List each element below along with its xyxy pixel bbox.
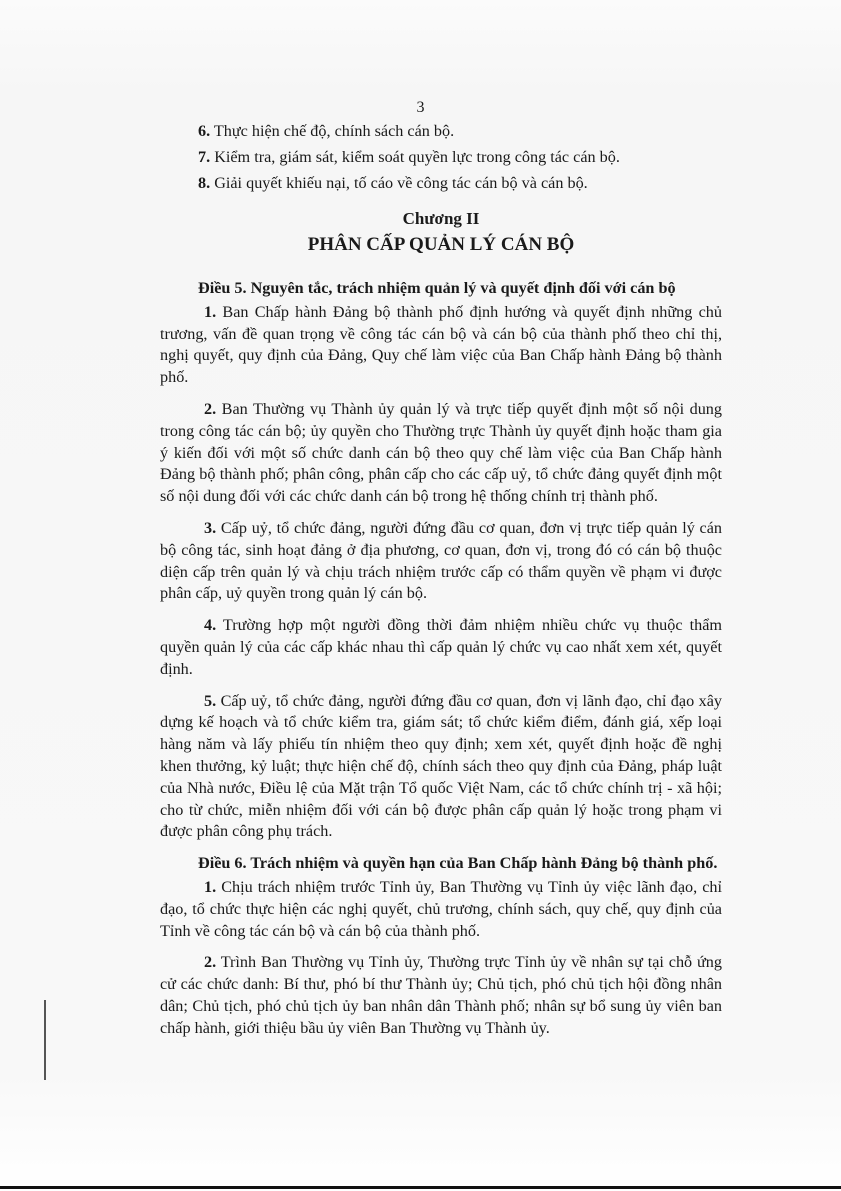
paragraph-number: 2. (204, 399, 217, 418)
paragraph-text: Trường hợp một người đồng thời đảm nhiệm nhiều chức vụ thuộc thẩm quyền quản lý của các cấp khác nhau thì cấp quản lý chức vụ cao nhất xem xét, quyết định. (160, 616, 722, 678)
paragraph-text: Ban Chấp hành Đảng bộ thành phố định hướng và quyết định những chủ trương, vấn đề quan trọng về công tác cán bộ và cán bộ của thành phố theo chỉ thị, nghị quyết, quy định của Đảng, Quy chế làm việc của Ban Chấp hành Đảng bộ thành phố. (160, 302, 722, 387)
list-item-text: Kiểm tra, giám sát, kiểm soát quyền lực trong công tác cán bộ. (210, 147, 620, 166)
list-item (160, 147, 722, 169)
paragraph-text: Cấp uỷ, tổ chức đảng, người đứng đầu cơ quan, đơn vị lãnh đạo, chỉ đạo xây dựng kế hoạch và tổ chức kiểm tra, giám sát; tổ chức kiểm điểm, đánh giá, xếp loại hàng năm và lấy phiếu tín nhiệm theo quy định; xem xét, quyết định hoặc đề nghị khen thưởng, kỷ luật; thực hiện chế độ, chính sách theo quy định của Đảng, pháp luật của Nhà nước, Điều lệ của Mặt trận Tổ quốc Việt Nam, các tổ chức chính trị - xã hội; cho từ chức, miễn nhiệm đối với cán bộ được phân cấp quản lý hoặc trong phạm vi được phân công phụ trách. (160, 691, 722, 841)
list-item-number: 8. (198, 173, 211, 192)
paragraph-text: Ban Thường vụ Thành ủy quản lý và trực tiếp quyết định một số nội dung trong công tác cán bộ; ủy quyền cho Thường trực Thành ủy quyết định hoặc tham gia ý kiến đối với một số chức danh cán bộ theo quy chế làm việc của Ban Chấp hành Đảng bộ thành phố; phân công, phân cấp cho các cấp uỷ, tổ chức đảng quyết định một số nội dung đối với các chức danh cán bộ trong hệ thống chính trị thành phố. (160, 399, 722, 506)
paragraph-number: 2. (204, 953, 217, 972)
paragraph-number: 4. (204, 616, 217, 635)
page-number: 3 (416, 99, 425, 116)
paragraph-text: Chịu trách nhiệm trước Tỉnh ủy, Ban Thường vụ Tỉnh ủy việc lãnh đạo, chỉ đạo, tổ chức thực hiện các nghị quyết, chủ trương, chính sách, quy chế, quy định của Tỉnh về công tác cán bộ và cán bộ của thành phố. (160, 877, 722, 940)
bottom-border-line (0, 1186, 841, 1189)
chapter-label: Chương II (402, 209, 480, 229)
article-5-paragraph (160, 518, 722, 605)
article-6-heading: Điều 6. Trách nhiệm và quyền hạn của Ban Chấp hành Đảng bộ thành phố. (198, 854, 718, 873)
paragraph-text: Trình Ban Thường vụ Tỉnh ủy, Thường trực Tỉnh ủy về nhân sự tại chỗ ứng cử các chức danh: Bí thư, phó bí thư Thành ủy; Chủ tịch, phó chủ tịch hội đồng nhân dân; Chủ tịch, phó chủ tịch ủy ban nhân dân Thành phố; nhân sự bổ sung ủy viên ban chấp hành, giới thiệu bầu ủy viên Ban Thường vụ Thành ủy. (160, 953, 722, 1037)
list-item-number: 6. (198, 122, 211, 140)
article-5-paragraph (160, 302, 722, 389)
article-5-paragraph (160, 399, 722, 508)
paragraph-number: 1. (204, 877, 217, 896)
article-6-paragraph (160, 952, 722, 1039)
list-item (160, 173, 722, 195)
paragraph-number: 3. (204, 518, 217, 537)
article-6-paragraph (160, 877, 722, 942)
document-body (160, 121, 722, 1049)
paragraph-text: Cấp uỷ, tổ chức đảng, người đứng đầu cơ quan, đơn vị trực tiếp quản lý cán bộ công tác, sinh hoạt đảng ở địa phương, cơ quan, đơn vị, trong đó có cán bộ thuộc diện cấp trên quản lý và chịu trách nhiệm trước cấp có thẩm quyền về phạm vi được phân cấp, uỷ quyền trong quản lý cán bộ. (160, 518, 722, 603)
article-5-paragraph (160, 691, 722, 844)
list-item (160, 121, 722, 143)
paragraph-number: 5. (204, 691, 217, 710)
list-item-text: Thực hiện chế độ, chính sách cán bộ. (210, 122, 455, 140)
list-item-text: Giải quyết khiếu nại, tố cáo về công tác cán bộ và cán bộ. (210, 173, 588, 192)
article-5-heading: Điều 5. Nguyên tắc, trách nhiệm quản lý và quyết định đối với cán bộ (198, 278, 676, 297)
article-5-paragraph (160, 615, 722, 680)
list-item-number: 7. (198, 147, 211, 166)
scan-edge-mark (44, 1000, 46, 1080)
paragraph-number: 1. (204, 302, 217, 321)
chapter-title: PHÂN CẤP QUẢN LÝ CÁN BỘ (307, 234, 575, 256)
